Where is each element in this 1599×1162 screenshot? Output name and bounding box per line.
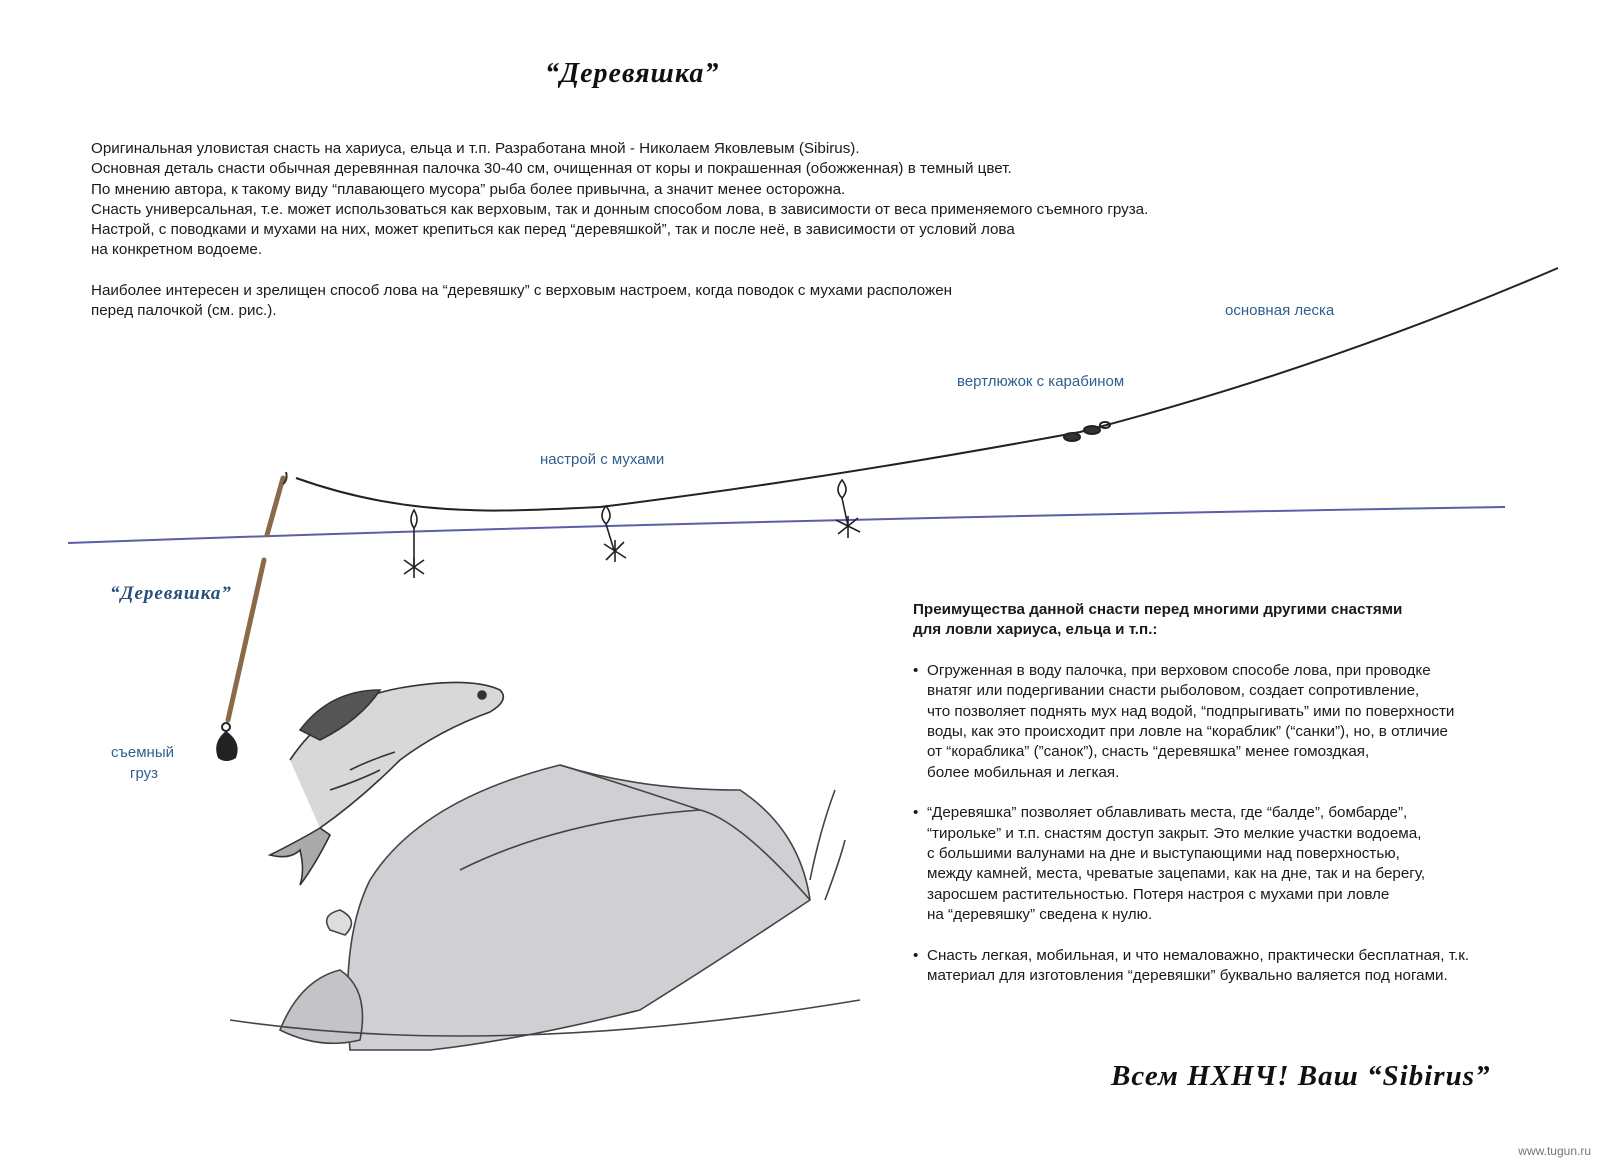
author-signature: Всем НХНЧ! Ваш “Sibirus”	[1111, 1060, 1491, 1092]
advantages-heading-line1: Преимущества данной снасти перед многими другими снастями	[913, 601, 1403, 618]
advantage-text: Снасть легкая, мобильная, и что немаловажно, практически бесплатная, т.к. материал для изготовления “деревяшки” буквально валяется под ногами.	[927, 946, 1470, 985]
advantages-heading-line2: для ловли хариуса, ельца и т.п.:	[913, 621, 1158, 639]
intro-line: Основная деталь снасти обычная деревянная палочка 30-40 см, очищенная от коры и покрашенная (обожженная) в темный цвет.	[91, 160, 1012, 178]
bullet-icon: •	[913, 804, 919, 822]
removable-weight	[216, 723, 237, 761]
fly-leader-3	[836, 480, 860, 538]
advantages-heading	[913, 600, 1553, 641]
intro-line: на конкретном водоеме.	[91, 241, 263, 259]
wooden-stick	[228, 472, 287, 720]
label-main-line: основная леска	[1225, 302, 1335, 319]
fly-leader-2	[602, 506, 626, 562]
intro-line: По мнению автора, к такому виду “плавающего мусора” рыба более привычна, а значит менее осторожна.	[91, 180, 846, 198]
intro-line: Снасть универсальная, т.е. может использоваться как верховым, так и донным способом лова, в зависимости от веса применяемого съемного груза.	[91, 200, 1149, 218]
swivel-with-carabiner	[1064, 422, 1110, 441]
fly-leader-1	[404, 510, 424, 578]
advantage-item	[913, 803, 1553, 925]
advantages-block	[913, 600, 1553, 1007]
advantage-item	[913, 946, 1553, 987]
intro-line: Наиболее интересен и зрелищен способ лова на “деревяшку” с верховым настроем, когда поводок с мухами расположен	[91, 281, 953, 299]
bullet-icon: •	[913, 946, 919, 964]
bullet-icon: •	[913, 661, 919, 679]
watermark: www.tugun.ru	[1518, 1144, 1591, 1158]
page-title: “Деревяшка”	[545, 58, 720, 89]
water-surface-line	[68, 507, 1505, 543]
label-swivel: вертлюжок с карабином	[957, 373, 1125, 390]
label-flies: настрой с мухами	[540, 451, 665, 468]
intro-line: Настрой, с поводками и мухами на них, может крепиться как перед “деревяшкой”, так и после неё, в зависимости от условий лова	[91, 221, 1015, 239]
intro-line: Оригинальная уловистая снасть на хариуса, ельца и т.п. Разработана мной - Николаем Яковлевым (Sibirus).	[91, 140, 860, 157]
label-weight-line1: съемный	[111, 744, 174, 761]
label-weight-line2: груз	[130, 765, 159, 782]
intro-line: перед палочкой (см. рис.).	[91, 302, 277, 320]
advantage-text: “Деревяшка” позволяет облавливать места, где “балде”, бомбарде”, “тирольке” и т.п. снастям доступ закрыт. Это мелкие участки водоема, с большими валунами на дне и выступающими над поверхностью, между камней, места, чреватые зацепами, как на дне, так и на берегу, заросшем растительностью. Потеря настроя с мухами при ловле на “деревяшку” сведена к нулю.	[927, 804, 1426, 924]
intro-text	[91, 139, 1321, 321]
advantage-text: Огруженная в воду палочка, при верховом способе лова, при проводке внатяг или подергивании снасти рыболовом, создает сопротивление, что позволяет поднять мух над водой, “подпрыгивать” ими по поверхности воды, как это происходит при ловле на “кораблик” (“санки”), но, в отличие от “кораблика” (”санок”), снасть “деревяшка” менее гомоздкая, более мобильная и легкая.	[927, 661, 1455, 781]
advantage-item	[913, 661, 1553, 783]
label-stick: “Деревяшка”	[110, 583, 232, 604]
